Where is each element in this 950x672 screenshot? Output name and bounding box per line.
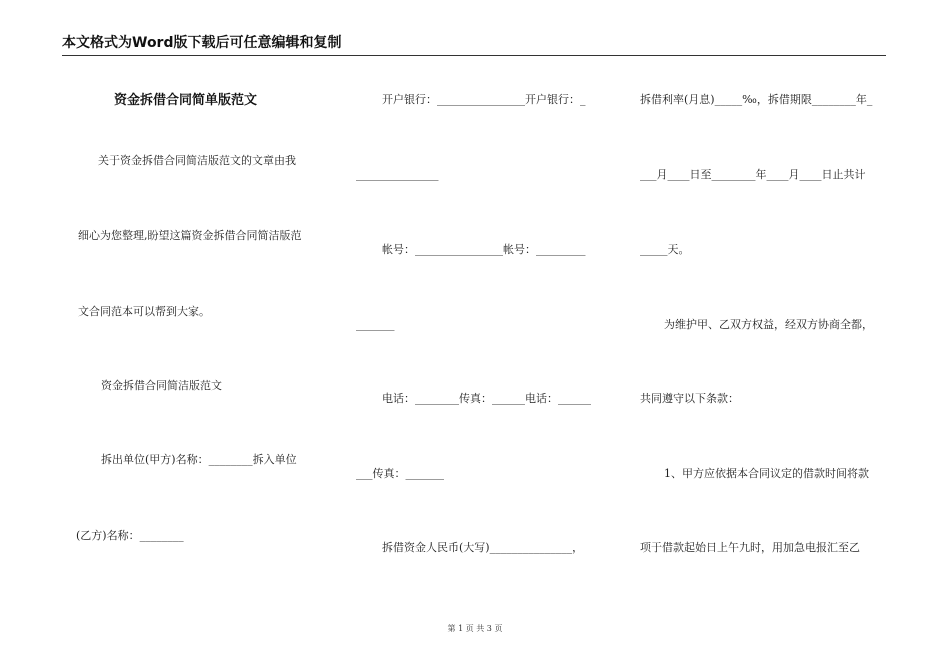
paragraph-line: 项于借款起始日上午九时，用加急电报汇至乙 — [640, 541, 860, 554]
document-title: 资金拆借合同简单版范文 — [114, 93, 258, 108]
page-footer — [0, 623, 950, 634]
subheading: 资金拆借合同简洁版范文 — [101, 379, 222, 392]
paragraph-line: ___传真：_______ — [356, 467, 444, 480]
paragraph-line: _____天。 — [640, 243, 690, 256]
paragraph-line: 关于资金拆借合同简洁版范文的文章由我 — [98, 154, 296, 167]
paragraph-line: 共同遵守以下条款： — [640, 392, 739, 405]
paragraph-line: _______ — [356, 318, 395, 331]
paragraph-line: 拆借利率(月息)_____‰，拆借期限________年_ — [640, 93, 873, 106]
paragraph-line: 拆借资金人民币(大写)_______________， — [382, 541, 584, 554]
paragraph-line: _______________ — [356, 168, 439, 181]
paragraph-line: 1、甲方应依据本合同议定的借款时间将款 — [664, 467, 869, 480]
document-header — [62, 34, 886, 56]
paragraph-line: 开户银行：________________开户银行：_ — [382, 93, 586, 106]
paragraph-line: 电话：________传真：______电话：______ — [382, 392, 591, 405]
paragraph-line: ___月____日至________年____月____日止共计 — [640, 168, 866, 181]
paragraph-line: 帐号：________________帐号：_________ — [382, 243, 586, 256]
paragraph-line: 拆出单位(甲方)名称：________拆入单位 — [101, 453, 297, 466]
paragraph-line: (乙方)名称：________ — [76, 529, 184, 542]
page-number: 第 1 页 共 3 页 — [447, 624, 503, 633]
paragraph-line: 文合同范本可以帮到大家。 — [78, 305, 210, 318]
paragraph-line: 为维护甲、乙双方权益，经双方协商全都， — [664, 318, 873, 331]
header-title: 本文格式为Word版下载后可任意编辑和复制 — [62, 35, 342, 51]
paragraph-line: 细心为您整理,盼望这篇资金拆借合同简洁版范 — [78, 229, 302, 242]
